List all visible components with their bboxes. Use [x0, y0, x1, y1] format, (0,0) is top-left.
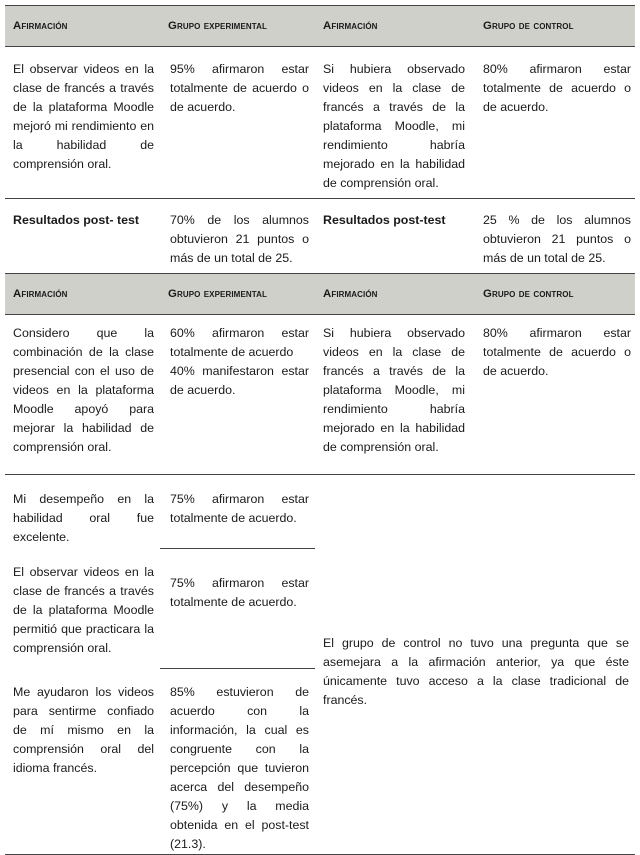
table-header-row [5, 6, 635, 47]
afirmacion-exp-cell: Considero que la combinación de la clase presencial con el uso de videos en la plataforma Moodle apoyó para mejorar la habilidad de comprensión oral. [13, 326, 154, 454]
resultado-exp-cell: 95% afirmaron estar totalmente de acuerdo o de acuerdo. [170, 62, 309, 114]
afirmacion-ctrl-cell: Si hubiera observado videos en la clase de francés a través de la plataforma Moodle, mi rendimiento habría mejorado en la habilidad de comprensión oral. [323, 326, 465, 454]
header-grupo-experimental: Grupo experimental [160, 6, 315, 47]
resultado-exp-cell: 60% afirmaron estar totalmente de acuerdo [170, 326, 309, 359]
header-afirmacion-ctrl: Afirmación [315, 6, 475, 47]
resultado-ctrl-cell: 80% afirmaron estar totalmente de acuerdo o de acuerdo. [483, 326, 631, 378]
resultado-exp-cell: 75% afirmaron estar totalmente de acuerdo. [170, 492, 309, 525]
resultado-exp-cell: 75% afirmaron estar totalmente de acuerdo. [170, 576, 309, 609]
header-grupo-control: Grupo de control [475, 6, 635, 47]
header-afirmacion-ctrl: Afirmación [315, 274, 475, 315]
table-row [5, 47, 635, 199]
afirmacion-exp-cell: El observar videos en la clase de francés a través de la plataforma Moodle mejoró mi rendimiento en la habilidad de comprensión oral. [13, 62, 154, 171]
header-afirmacion-exp: Afirmación [5, 274, 160, 315]
results-table [5, 5, 635, 855]
header-grupo-experimental: Grupo experimental [160, 274, 315, 315]
table-row [5, 315, 635, 475]
post-test-value-exp: 70% de los alumnos obtuvieron 21 puntos o más de un total de 25. [170, 213, 309, 265]
post-test-label-ctrl: Resultados post-test [323, 213, 446, 227]
post-test-row [5, 199, 635, 274]
post-test-value-ctrl: 25 % de los alumnos obtuvieron 21 puntos o más de un total de 25. [483, 213, 631, 265]
table-row [5, 475, 635, 549]
afirmacion-exp-cell: Me ayudaron los videos para sentirme confiado de mí mismo en la comprensión oral del idioma francés. [13, 684, 154, 775]
header-afirmacion-exp: Afirmación [5, 6, 160, 47]
header-grupo-control: Grupo de control [475, 274, 635, 315]
post-test-label-exp: Resultados post- test [13, 213, 139, 227]
control-group-note: El grupo de control no tuvo una pregunta que se asemejara a la afirmación anterior, ya que éste únicamente tuvo acceso a la clase tradicional de francés. [323, 636, 629, 707]
resultado-exp-cell: 40% manifestaron estar de acuerdo. [170, 364, 309, 397]
afirmacion-ctrl-cell: Si hubiera observado videos en la clase de francés a través de la plataforma Moodle, mi rendimiento habría mejorado en la habilidad de comprensión oral. [323, 62, 465, 190]
table-header-row [5, 274, 635, 315]
afirmacion-exp-cell: El observar videos en la clase de francés a través de la plataforma Moodle permitió que practicara la comprensión oral. [13, 564, 154, 655]
resultado-exp-cell: 85% estuvieron de acuerdo con la información, la cual es congruente con la percepción que tuvieron acerca del desempeño (75%) y la media obtenida en el post-test (21.3). [170, 685, 309, 851]
afirmacion-exp-cell: Mi desempeño en la habilidad oral fue excelente. [13, 492, 154, 544]
results-table-container [5, 5, 635, 855]
resultado-ctrl-cell: 80% afirmaron estar totalmente de acuerdo o de acuerdo. [483, 62, 631, 114]
